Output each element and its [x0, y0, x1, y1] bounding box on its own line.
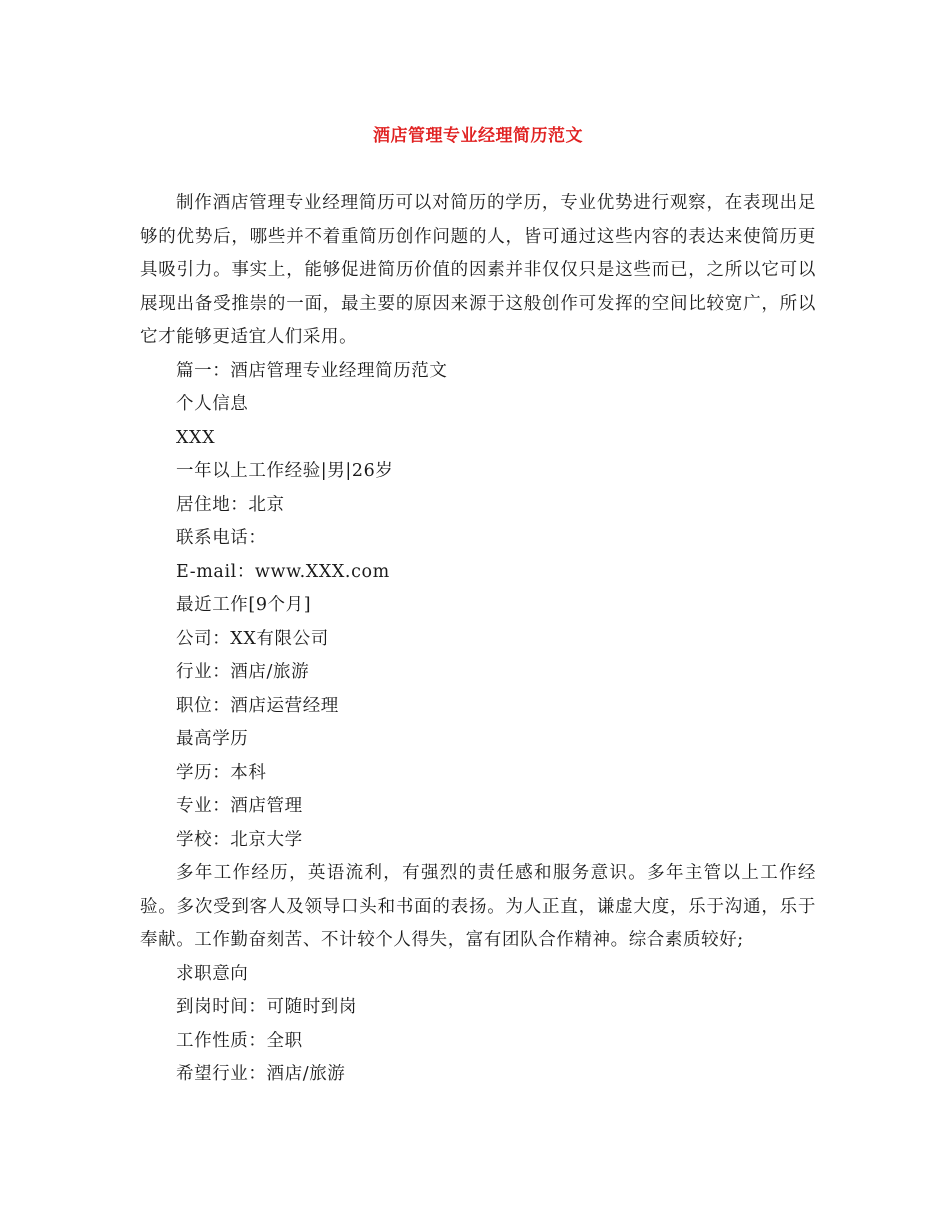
major-line: 专业：酒店管理 [176, 796, 303, 816]
section-heading-resume: 篇一：酒店管理专业经理简历范文 [176, 360, 448, 381]
degree-line: 学历：本科 [176, 762, 267, 783]
desired-industry-line: 希望行业：酒店/旅游 [176, 1064, 346, 1084]
residence-line: 居住地：北京 [176, 494, 285, 515]
heading-recent-work: 最近工作[9个月] [176, 595, 312, 615]
heading-job-intention: 求职意向 [176, 963, 249, 984]
summary-paragraph: 多年工作经历，英语流利，有强烈的责任感和服务意识。多年主管以上工作经验。多次受到客人及领导口头和书面的表扬。为人正直，谦虚大度，乐于沟通，乐于奉献。工作勤奋刻苦、不计较个人得失，富有团队合作精神。综合素质较好; [140, 863, 816, 950]
email-line: E-mail：www.XXX.com [176, 561, 390, 582]
document-title: 酒店管理专业经理简历范文 [373, 126, 583, 146]
name-line: XXX [176, 427, 216, 448]
industry-line: 行业：酒店/旅游 [176, 662, 310, 682]
job-type-line: 工作性质：全职 [176, 1030, 303, 1051]
position-line: 职位：酒店运营经理 [176, 695, 339, 716]
phone-line: 联系电话： [176, 528, 267, 548]
experience-gender-age-line: 一年以上工作经验|男|26岁 [176, 461, 394, 481]
intro-paragraph: 制作酒店管理专业经理简历可以对简历的学历，专业优势进行观察，在表现出足够的优势后，哪些并不着重简历创作问题的人，皆可通过这些内容的表达来使简历更具吸引力。事实上，能够促进简历价值的因素并非仅仅只是这些而已，之所以它可以展现出备受推崇的一面，最主要的原因来源于这般创作可发挥的空间比较宽广，所以它才能够更适宜人们采用。 [140, 193, 816, 347]
school-line: 学校：北京大学 [176, 829, 303, 850]
document-body [140, 187, 816, 1092]
start-time-line: 到岗时间：可随时到岗 [176, 997, 357, 1017]
heading-education: 最高学历 [176, 729, 249, 749]
company-line: 公司：XX有限公司 [176, 628, 329, 649]
heading-personal-info: 个人信息 [176, 394, 249, 414]
